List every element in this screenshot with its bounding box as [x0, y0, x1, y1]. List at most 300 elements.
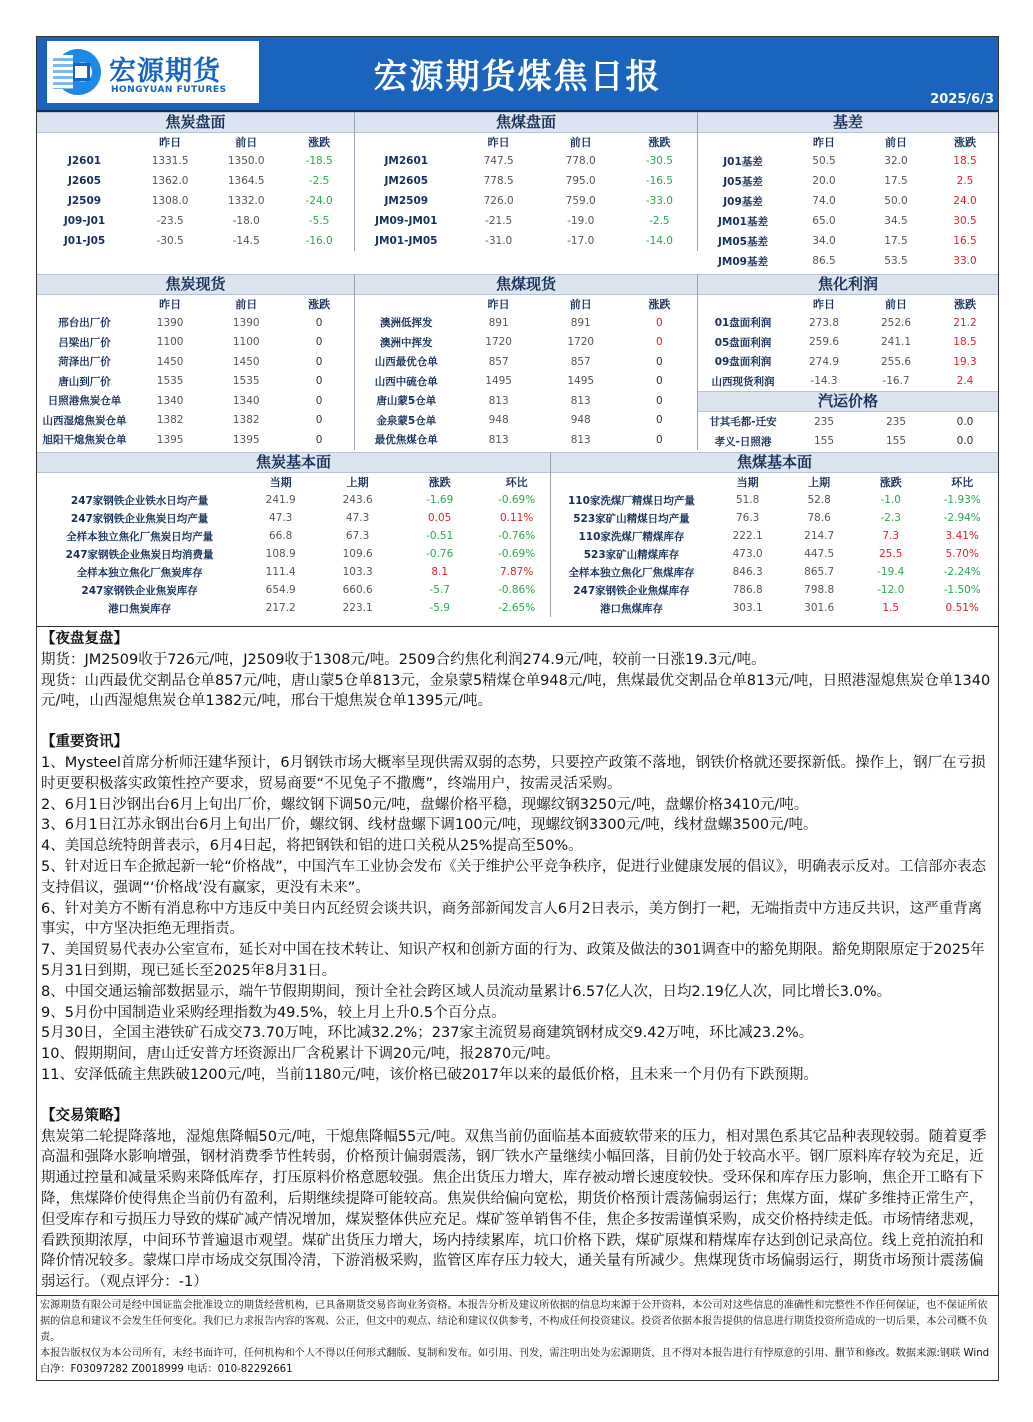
- value-yesterday: 948: [488, 414, 509, 427]
- value-yesterday: 1308.0: [151, 195, 189, 207]
- value-pct-change: -2.65%: [498, 602, 536, 614]
- value-previous: 660.6: [342, 584, 373, 596]
- row-label: JM05基差: [718, 235, 768, 248]
- copyright-paragraph: 本报告版权仅为本公司所有，未经书面许可，任何机构和个人不得以任何形式翻版、复制和发布。如引用、刊发，需注明出处为宏源期货，且不得对本报告进行有悖原意的引用、删节和修改。数据来源:钢联 Wind 白净：F03097282 Z0018999 电话：010-82292661: [40, 1347, 990, 1375]
- table-row: [698, 251, 998, 271]
- value-prev-day: 1332.0: [227, 195, 265, 207]
- row-label: 澳洲中挥发: [380, 336, 433, 349]
- futures-summary: 期货：JM2509收于726元/吨，J2509收于1308元/吨。2509合约焦化利润274.9元/吨，较前一日涨19.3元/吨。: [41, 651, 766, 668]
- value-change: 2.4: [956, 375, 974, 388]
- value-change: -12.0: [877, 584, 905, 596]
- value-previous: 67.3: [345, 530, 370, 542]
- value-yesterday: 155: [813, 435, 835, 448]
- table-row: [37, 231, 354, 251]
- coking-coal-futures-grid: [355, 133, 697, 251]
- value-yesterday: 273.8: [808, 316, 840, 329]
- value-previous: 223.1: [342, 602, 373, 614]
- row-label: JM09-JM01: [375, 215, 438, 227]
- value-change: -5.5: [308, 215, 330, 227]
- value-pct-change: -1.93%: [943, 494, 981, 506]
- value-previous: 865.7: [804, 566, 835, 578]
- value-change: -0.51: [426, 530, 454, 542]
- value-change: -16.0: [305, 235, 333, 247]
- value-current: 108.9: [265, 548, 296, 560]
- table-row: [551, 491, 998, 509]
- row-label: 110家洗煤厂精煤日均产量: [567, 494, 695, 507]
- header-row: [37, 473, 550, 491]
- section-title: 焦煤基本面: [551, 452, 998, 473]
- column-header: [355, 295, 458, 313]
- value-prev-day: -19.0: [567, 215, 595, 227]
- value-change: 0: [656, 316, 663, 329]
- value-change: -1.69: [426, 494, 454, 506]
- table-row: [355, 231, 697, 251]
- value-yesterday: 259.6: [808, 336, 840, 349]
- row-label: 唐山蒙5仓单: [376, 395, 437, 408]
- value-yesterday: 1340: [156, 394, 184, 407]
- row-label: JM01基差: [718, 215, 768, 228]
- value-previous: 103.3: [342, 566, 373, 578]
- value-pct-change: -0.69%: [498, 494, 536, 506]
- value-change: 0.0: [956, 415, 974, 428]
- coking-coal-fundamentals-table: [551, 452, 998, 617]
- row-label: 港口焦煤库存: [599, 602, 663, 615]
- row-label: 邢台出厂价: [58, 317, 111, 330]
- value-yesterday: 1362.0: [151, 175, 189, 187]
- table-row: [551, 581, 998, 599]
- column-header: 上期: [346, 476, 369, 489]
- value-prev-day: -16.7: [882, 375, 910, 388]
- value-yesterday: -31.0: [485, 235, 513, 247]
- header-row: [37, 133, 354, 151]
- value-current: 241.9: [265, 494, 296, 506]
- value-prev-day: 1390: [232, 316, 260, 329]
- table-row: [37, 391, 354, 411]
- value-change: 24.0: [953, 195, 977, 207]
- row-label: 孝义-日照港: [714, 435, 772, 448]
- value-prev-day: 1450: [232, 355, 260, 368]
- value-pct-change: -0.69%: [498, 548, 536, 560]
- value-previous: 301.6: [804, 602, 835, 614]
- coking-coal-futures-table: [355, 112, 698, 251]
- table-row: [355, 430, 697, 450]
- value-change: -19.4: [877, 566, 905, 578]
- news-item: 10、假期期间，唐山迁安普方坯资源出厂含税累计下调20元/吨，报2870元/吨。: [41, 1046, 560, 1063]
- report-title: 宏源期货煤焦日报: [373, 57, 662, 97]
- value-yesterday: 34.0: [812, 235, 836, 247]
- value-change: -30.5: [645, 155, 673, 167]
- value-yesterday: 65.0: [812, 215, 836, 227]
- value-yesterday: -30.5: [156, 235, 184, 247]
- table-row: [698, 211, 998, 231]
- table-row: [37, 333, 354, 353]
- value-current: 222.1: [732, 530, 763, 542]
- disclaimer: [37, 1295, 998, 1380]
- value-prev-day: 53.5: [884, 255, 908, 267]
- value-previous: 798.8: [804, 584, 835, 596]
- row-label: JM01-JM05: [375, 235, 438, 247]
- column-header: 昨日: [159, 136, 182, 149]
- news-item: 1、Mysteel首席分析师汪建华预计，6月钢铁市场大概率呈现供需双弱的态势，只要控产政策不落地，钢铁价格就还要探新低。操作上，钢厂在亏损时更要积极落实政策性控产要求，贸易商要“不见兔子不撒鹰”，终端用户，按需灵活采购。: [41, 754, 986, 792]
- value-yesterday: 726.0: [483, 195, 514, 207]
- coking-coal-spot-table: [355, 274, 698, 450]
- value-yesterday: 813: [488, 394, 509, 407]
- value-pct-change: -1.50%: [943, 584, 981, 596]
- value-prev-day: 813: [570, 433, 591, 446]
- row-label: 山西中硫仓单: [374, 375, 438, 388]
- section-heading: 【重要资讯】: [41, 734, 128, 751]
- row-label: 247家钢铁企业焦炭日均消费量: [65, 548, 214, 561]
- table-row: [37, 352, 354, 372]
- value-yesterday: -14.3: [810, 375, 838, 388]
- section-title: 基差: [698, 112, 998, 133]
- row-label: JM2605: [384, 175, 429, 187]
- row-label: 澳洲低挥发: [380, 317, 433, 330]
- row-label: 山西最优仓单: [374, 356, 438, 369]
- section-title: 焦炭现货: [37, 274, 354, 295]
- night-session-review: [37, 626, 998, 1295]
- value-change: 25.5: [879, 548, 903, 560]
- value-change: 1.5: [882, 602, 900, 614]
- table-row: [355, 333, 697, 353]
- value-prev-day: 948: [570, 414, 591, 427]
- row-label: 110家洗煤厂精煤库存: [578, 530, 685, 543]
- coke-spot-grid: [37, 295, 354, 450]
- value-yesterday: 1495: [485, 375, 512, 388]
- column-header: 上期: [808, 476, 831, 489]
- value-prev-day: 1350.0: [227, 155, 265, 167]
- value-prev-day: 1382: [232, 414, 260, 427]
- header-row: [551, 473, 998, 491]
- value-prev-day: 252.6: [880, 316, 912, 329]
- disclaimer-paragraph: 宏源期货有限公司是经中国证监会批准设立的期货经营机构，已具备期货交易咨询业务资格。本报告分析及建议所依据的信息均来源于公开资料，本公司对这些信息的准确性和完整性不作任何保证，也不保证所依据的信息和建议不会发生任何变化。我们已力求报告内容的客观、公正，但文中的观点、结论和建议仅供参考，不构成任何投资建议。投资者依据本报告提供的信息进行期货投资所造成的一切后果，本公司概不负责。: [40, 1299, 988, 1343]
- column-header: 涨跌: [879, 476, 902, 489]
- table-row: [551, 545, 998, 563]
- news-item: 7、美国贸易代表办公室宣布，延长对中国在技术转让、知识产权和创新方面的行为、政策及做法的301调查中的豁免期限。豁免期限原定于2025年5月31日到期，现已延长至2025年8月31日。: [41, 942, 985, 979]
- value-prev-day: 32.0: [884, 155, 908, 167]
- value-pct-change: 0.11%: [499, 512, 534, 524]
- table-row: [698, 231, 998, 251]
- value-yesterday: 1331.5: [151, 155, 189, 167]
- value-change: 2.5: [956, 175, 974, 187]
- table-row: [37, 313, 354, 333]
- value-yesterday: 74.0: [812, 195, 836, 207]
- value-yesterday: -23.5: [156, 215, 184, 227]
- column-header: 昨日: [487, 136, 510, 149]
- table-row: [551, 599, 998, 617]
- value-previous: 109.6: [342, 548, 373, 560]
- table-row: [698, 372, 998, 392]
- table-row: [37, 527, 550, 545]
- coking-profit-table: [698, 274, 998, 451]
- row-label: 甘其毛都-迁安: [709, 416, 777, 429]
- news-item: 5月30日，全国主港铁矿石成交73.70万吨，环比减32.2%；237家主流贸易商建筑钢材成交9.42万吨，环比减23.2%。: [41, 1025, 814, 1042]
- value-change: 0: [315, 355, 323, 368]
- value-current: 303.1: [732, 602, 763, 614]
- value-current: 47.3: [268, 512, 293, 524]
- value-yesterday: 1382: [156, 414, 184, 427]
- value-current: 846.3: [732, 566, 763, 578]
- value-change: -16.5: [645, 175, 673, 187]
- coke-futures-grid: [37, 133, 354, 251]
- value-change: 18.5: [953, 336, 977, 349]
- news-item: 11、安泽低硫主焦跌破1200元/吨，当前1180元/吨，该价格已破2017年以来的最低价格，且未来一个月仍有下跌预期。: [41, 1066, 818, 1083]
- table-row: [37, 211, 354, 231]
- value-yesterday: 891: [488, 316, 509, 329]
- spot-summary: 现货：山西最优交割品仓单857元/吨，唐山蒙5仓单813元，金泉蒙5精煤仓单948元/吨，焦煤最优交割品仓单813元/吨，日照港湿熄焦炭仓单1340元/吨，山西湿熄焦炭仓单1382元/吨，邢台干熄焦炭仓单1395元/吨。: [41, 672, 991, 710]
- column-header: 昨日: [159, 298, 182, 311]
- strategy-body: 焦炭第二轮提降落地，湿熄焦降幅50元/吨，干熄焦降幅55元/吨。双焦当前仍面临基本面疲软带来的压力，相对黑色系其它品种表现较弱。随着夏季高温和强降水影响增强，钢材消费季节性转弱，价格预计偏弱震荡，钢厂铁水产量继续小幅回落，目前仍处于较高水平。钢厂原料库存较为充足，近期通过控量和减量采购来降低库存，打压原料价格意愿较强。焦企出货压力增大，库存被动增长速度较快。受环保和库存压力影响，焦企开工略有下降，焦煤降价使得焦企当前仍有盈利，后期继续提降可能较高。焦炭供给偏向宽松，期货价格预计震荡偏弱运行；焦煤方面，煤矿多维持正常生产，但受库存和亏损压力导致的煤矿减产情况增加，煤炭整体供应充足。煤矿签单销售不佳，焦企多按需谨慎采购，成交价格持续走低。市场情绪悲观，看跌预期浓厚，中间环节普遍退市观望。煤矿出货压力增大，场内持续累库，坑口价格下跌，煤矿原煤和精煤库存达到创记录高位。线上竞拍流拍和降价情况较多。蒙煤口岸市场成交氛围冷清，下游消极采购，监管区库存压力较大，通关量有所减少。焦煤现货市场偏弱运行，期货市场预计震荡偏弱运行。（观点评分：-1）: [41, 1128, 987, 1291]
- value-prev-day: 1364.5: [227, 175, 265, 187]
- coke-fundamentals-table: [37, 452, 551, 617]
- value-yesterday: 1390: [156, 316, 184, 329]
- row-label: 金泉蒙5仓单: [376, 414, 437, 427]
- value-prev-day: 891: [570, 316, 591, 329]
- news-item: 3、6月1日江苏永钢出台6月上旬出厂价，螺纹钢、线材盘螺下调100元/吨，现螺纹钢3300元/吨，线材盘螺3500元/吨。: [41, 817, 818, 834]
- table-row: [37, 581, 550, 599]
- value-current: 786.8: [732, 584, 763, 596]
- table-row: [698, 333, 998, 353]
- value-pct-change: 7.87%: [499, 566, 534, 578]
- value-yesterday: 235: [813, 415, 835, 428]
- value-current: 51.8: [735, 494, 760, 506]
- row-label: J2509: [67, 195, 102, 207]
- report-date: 2025/6/3: [930, 92, 994, 107]
- table-row: [37, 599, 550, 617]
- value-prev-day: 17.5: [884, 175, 908, 187]
- table-row: [551, 509, 998, 527]
- table-row: [355, 151, 697, 171]
- column-header: 当期: [736, 476, 759, 489]
- table-row: [698, 412, 998, 432]
- report-header: [37, 37, 998, 112]
- value-pct-change: 5.70%: [945, 548, 979, 560]
- value-prev-day: 50.0: [884, 195, 908, 207]
- value-change: 0.0: [956, 435, 974, 448]
- news-item: 5、针对近日车企掀起新一轮“价格战”，中国汽车工业协会发布《关于维护公平竞争秩序，促进行业健康发展的倡议》，明确表示反对。工信部亦表态支持倡议，强调“‘价格战’没有赢家，更没有未来”。: [41, 858, 986, 896]
- column-header: 涨跌: [648, 298, 671, 311]
- column-header: [551, 473, 712, 491]
- column-header: [37, 473, 242, 491]
- row-label: JM2601: [384, 155, 429, 167]
- news-item: 2、6月1日沙钢出台6月上旬出厂价，螺纹钢下调50元/吨，盘螺价格平稳，现螺纹钢3250元/吨，盘螺价格3410元/吨。: [41, 796, 809, 813]
- table-row: [698, 352, 998, 372]
- table-row: [37, 411, 354, 431]
- table-row: [698, 313, 998, 333]
- value-change: -0.76: [426, 548, 454, 560]
- value-prev-day: 34.5: [884, 215, 908, 227]
- coking-coal-spot-grid: [355, 295, 697, 450]
- value-change: 0: [656, 433, 663, 446]
- section-title: 焦炭盘面: [37, 112, 354, 133]
- value-previous: 243.6: [342, 494, 373, 506]
- value-yesterday: 20.0: [812, 175, 836, 187]
- column-header: [355, 133, 458, 151]
- coke-futures-table: [37, 112, 355, 251]
- value-change: 0: [656, 375, 663, 388]
- value-prev-day: 155: [885, 435, 907, 448]
- row-label: 日照港焦炭仓单: [47, 395, 122, 408]
- logo-english-name: HONGYUAN FUTURES: [111, 85, 227, 95]
- table-row: [37, 171, 354, 191]
- table-row: [551, 527, 998, 545]
- table-row: [355, 372, 697, 392]
- value-change: -18.5: [305, 155, 333, 167]
- value-change: 30.5: [953, 215, 977, 227]
- row-label: 01盘面利润: [714, 317, 772, 330]
- value-yesterday: 274.9: [808, 355, 840, 368]
- value-previous: 52.8: [807, 494, 831, 506]
- column-header: 环比: [505, 476, 528, 489]
- value-change: 19.3: [953, 355, 977, 368]
- value-prev-day: 795.0: [565, 175, 596, 187]
- column-header: 前日: [885, 136, 907, 149]
- value-current: 76.3: [735, 512, 760, 524]
- section-title: 焦煤盘面: [355, 112, 697, 133]
- value-yesterday: 86.5: [812, 255, 836, 267]
- value-pct-change: 3.41%: [945, 530, 979, 542]
- logo-chinese-name: 宏源期货: [109, 56, 221, 87]
- header-row: [698, 133, 998, 151]
- daily-report: [36, 36, 999, 1381]
- value-prev-day: 255.6: [880, 355, 912, 368]
- value-pct-change: -2.24%: [943, 566, 981, 578]
- section-heading: 【夜盘复盘】: [41, 631, 128, 647]
- row-label: JM2509: [384, 195, 429, 207]
- row-label: 全样本独立焦化厂焦炭库存: [76, 566, 203, 579]
- value-current: 111.4: [265, 566, 296, 578]
- value-change: -2.5: [649, 215, 670, 227]
- row-label: J01基差: [723, 155, 763, 168]
- row-label: J01-J05: [63, 235, 106, 247]
- value-previous: 78.6: [807, 512, 831, 524]
- value-pct-change: -0.86%: [498, 584, 536, 596]
- row-label: 唐山到厂价: [58, 375, 111, 388]
- row-label: 港口焦炭库存: [108, 602, 172, 615]
- value-previous: 447.5: [804, 548, 835, 560]
- value-change: 8.1: [431, 566, 449, 578]
- table-row: [37, 509, 550, 527]
- value-change: 0: [656, 414, 663, 427]
- value-change: 18.5: [953, 155, 977, 167]
- row-label: 247家钢铁企业焦炭库存: [81, 584, 198, 597]
- value-prev-day: 1535: [232, 375, 260, 388]
- table-row: [355, 391, 697, 411]
- value-change: 21.2: [953, 316, 977, 329]
- column-header: 涨跌: [954, 298, 976, 311]
- row-label: J2605: [67, 175, 102, 187]
- value-prev-day: 1340: [232, 394, 260, 407]
- value-change: -2.5: [308, 175, 330, 187]
- section-title: 焦化利润: [698, 274, 998, 295]
- section-title: 焦煤现货: [355, 274, 697, 295]
- table-row: [698, 432, 998, 452]
- row-label: 05盘面利润: [714, 336, 772, 349]
- row-label: 全样本独立焦化厂焦煤库存: [568, 566, 695, 579]
- value-prev-day: -14.5: [232, 235, 260, 247]
- section-heading: 【交易策略】: [41, 1107, 128, 1124]
- market-tables: [37, 112, 998, 626]
- value-prev-day: -17.0: [567, 235, 595, 247]
- value-yesterday: 50.5: [812, 155, 836, 167]
- value-change: -33.0: [645, 195, 673, 207]
- table-row: [698, 151, 998, 171]
- value-current: 473.0: [732, 548, 763, 560]
- value-yesterday: 1720: [485, 336, 512, 349]
- table-row: [355, 411, 697, 431]
- row-label: 247家钢铁企业焦煤库存: [573, 584, 690, 597]
- value-change: 33.0: [953, 255, 977, 267]
- row-label: J2601: [67, 155, 102, 167]
- truck-freight-grid: [698, 412, 998, 451]
- row-label: J09基差: [723, 195, 763, 208]
- row-label: 全样本独立焦化厂焦炭日均产量: [66, 530, 214, 543]
- row-label: J05基差: [723, 175, 763, 188]
- coking-coal-fundamentals-grid: [551, 473, 998, 617]
- table-row: [37, 563, 550, 581]
- value-current: 654.9: [265, 584, 296, 596]
- value-prev-day: 241.1: [880, 336, 912, 349]
- value-pct-change: -0.76%: [498, 530, 536, 542]
- column-header: 前日: [235, 298, 258, 311]
- coke-spot-table: [37, 274, 355, 450]
- row-label: 09盘面利润: [714, 356, 772, 369]
- column-header: 前日: [885, 298, 907, 311]
- value-change: 0: [315, 414, 323, 427]
- row-label: 旭阳干熄焦炭仓单: [42, 434, 127, 447]
- value-change: -5.7: [429, 584, 450, 596]
- value-prev-day: -18.0: [232, 215, 260, 227]
- value-change: -1.0: [880, 494, 901, 506]
- value-change: -2.3: [880, 512, 901, 524]
- value-change: 16.5: [953, 235, 977, 247]
- column-header: [698, 295, 788, 313]
- value-change: 0: [315, 316, 323, 329]
- table-row: [355, 171, 697, 191]
- table-row: [698, 191, 998, 211]
- row-label: 247家钢铁企业铁水日均产量: [70, 494, 209, 507]
- value-prev-day: 1395: [232, 433, 260, 446]
- row-label: 山西现货利润: [711, 375, 775, 388]
- header-row: [37, 295, 354, 313]
- column-header: 当期: [269, 476, 292, 489]
- column-header: 昨日: [487, 298, 510, 311]
- value-change: 0: [315, 336, 323, 349]
- value-change: -5.9: [429, 602, 450, 614]
- value-previous: 47.3: [345, 512, 370, 524]
- row-label: J09-J01: [63, 215, 106, 227]
- row-label: 吕梁出厂价: [58, 336, 111, 349]
- value-prev-day: 1495: [567, 375, 595, 388]
- column-header: 涨跌: [954, 136, 976, 149]
- value-change: -14.0: [645, 235, 673, 247]
- value-pct-change: -2.94%: [943, 512, 981, 524]
- column-header: 涨跌: [308, 136, 331, 149]
- value-change: 0: [656, 355, 663, 368]
- row-label: 523家矿山精煤日均产量: [573, 512, 690, 525]
- value-yesterday: 778.5: [483, 175, 514, 187]
- row-label: JM09基差: [718, 255, 768, 268]
- table-row: [37, 545, 550, 563]
- column-header: [698, 133, 788, 151]
- header-row: [355, 295, 697, 313]
- coking-profit-grid: [698, 295, 998, 391]
- column-header: 涨跌: [648, 136, 671, 149]
- news-item: 4、美国总统特朗普表示，6月4日起，将把钢铁和铝的进口关税从25%提高至50%。: [41, 838, 583, 855]
- value-change: 0.05: [427, 512, 452, 524]
- value-yesterday: 747.5: [483, 155, 514, 167]
- table-row: [37, 151, 354, 171]
